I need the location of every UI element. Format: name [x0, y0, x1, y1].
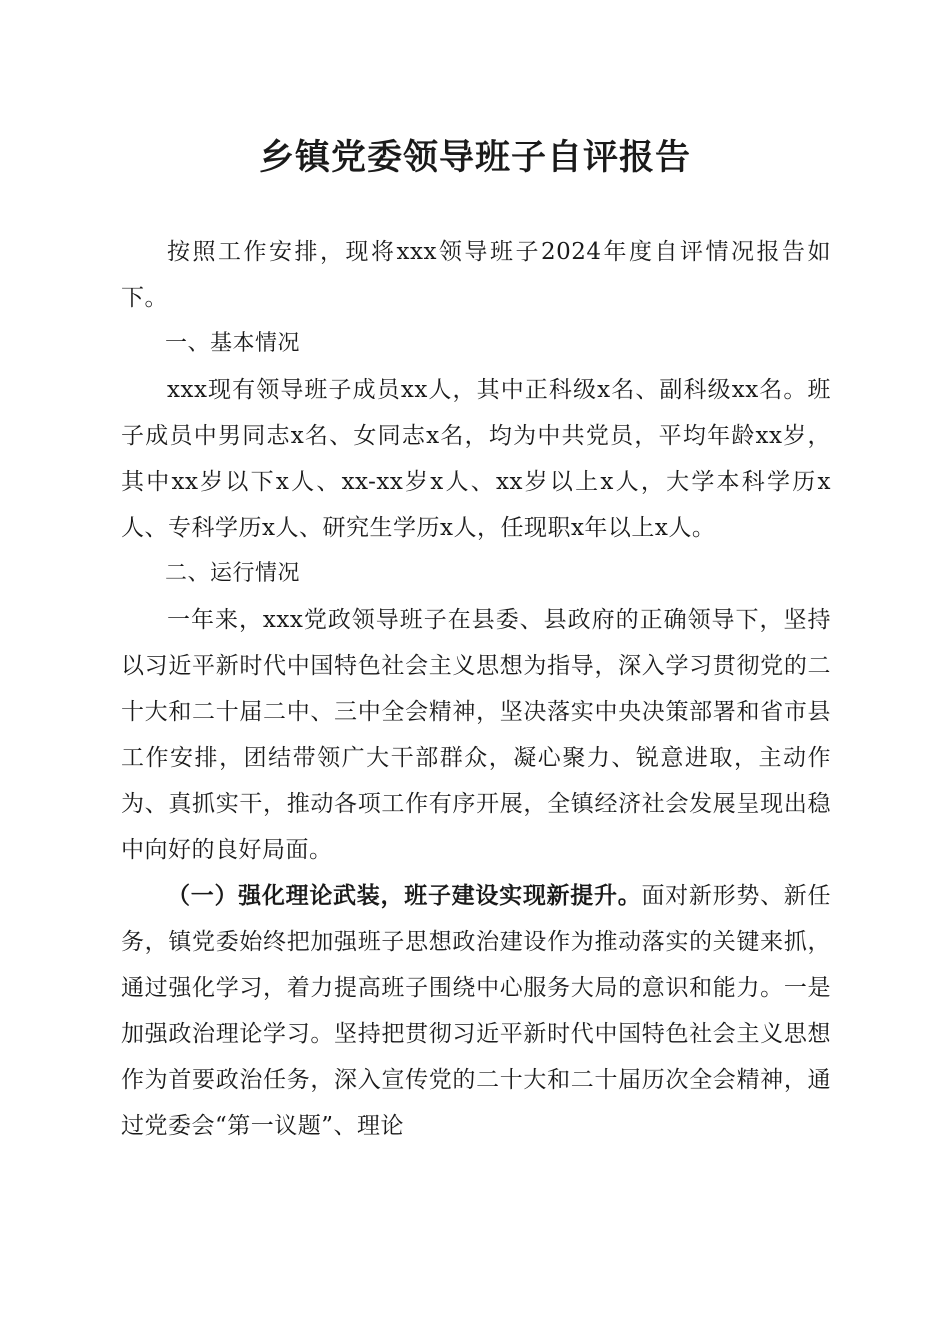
- basic-info-paragraph: xxx现有领导班子成员xx人，其中正科级x名、副科级xx名。班子成员中男同志x名、女同志x名，均为中共党员，平均年龄xx岁，其中xx岁以下x人、xx-xx岁x人、xx岁以上x人，大学本科学历x人、专科学历x人、研究生学历x人，任现职x年以上x人。: [121, 377, 831, 541]
- operation-paragraph: 一年来，xxx党政领导班子在县委、县政府的正确领导下，坚持以习近平新时代中国特色社会主义思想为指导，深入学习贯彻党的二十大和二十届二中、三中全会精神，坚决落实中央决策部署和省市县工作安排，团结带领广大干部群众，凝心聚力、锐意进取，主动作为、真抓实干，推动各项工作有序开展，全镇经济社会发展呈现出稳中向好的良好局面。: [121, 607, 831, 863]
- subsection-paragraph: [121, 873, 831, 1149]
- document-body: [121, 229, 831, 1149]
- subsection-body: 面对新形势、新任务，镇党委始终把加强班子思想政治建设作为推动落实的关键来抓，通过强化学习，着力提高班子围绕中心服务大局的意识和能力。一是加强政治理论学习。坚持把贯彻习近平新时代中国特色社会主义思想作为首要政治任务，深入宣传党的二十大和二十届历次全会精神，通过党委会“第一议题”、理论: [121, 883, 832, 1139]
- section-heading-operation: 二、运行情况: [165, 561, 301, 586]
- document-title: 乡镇党委领导班子自评报告: [258, 137, 691, 178]
- subsection-lead: （一）强化理论武装，班子建设实现新提升。: [167, 882, 642, 909]
- section-heading-basic: 一、基本情况: [165, 331, 301, 356]
- intro-paragraph: 按照工作安排，现将xxx领导班子2024年度自评情况报告如下。: [121, 239, 831, 311]
